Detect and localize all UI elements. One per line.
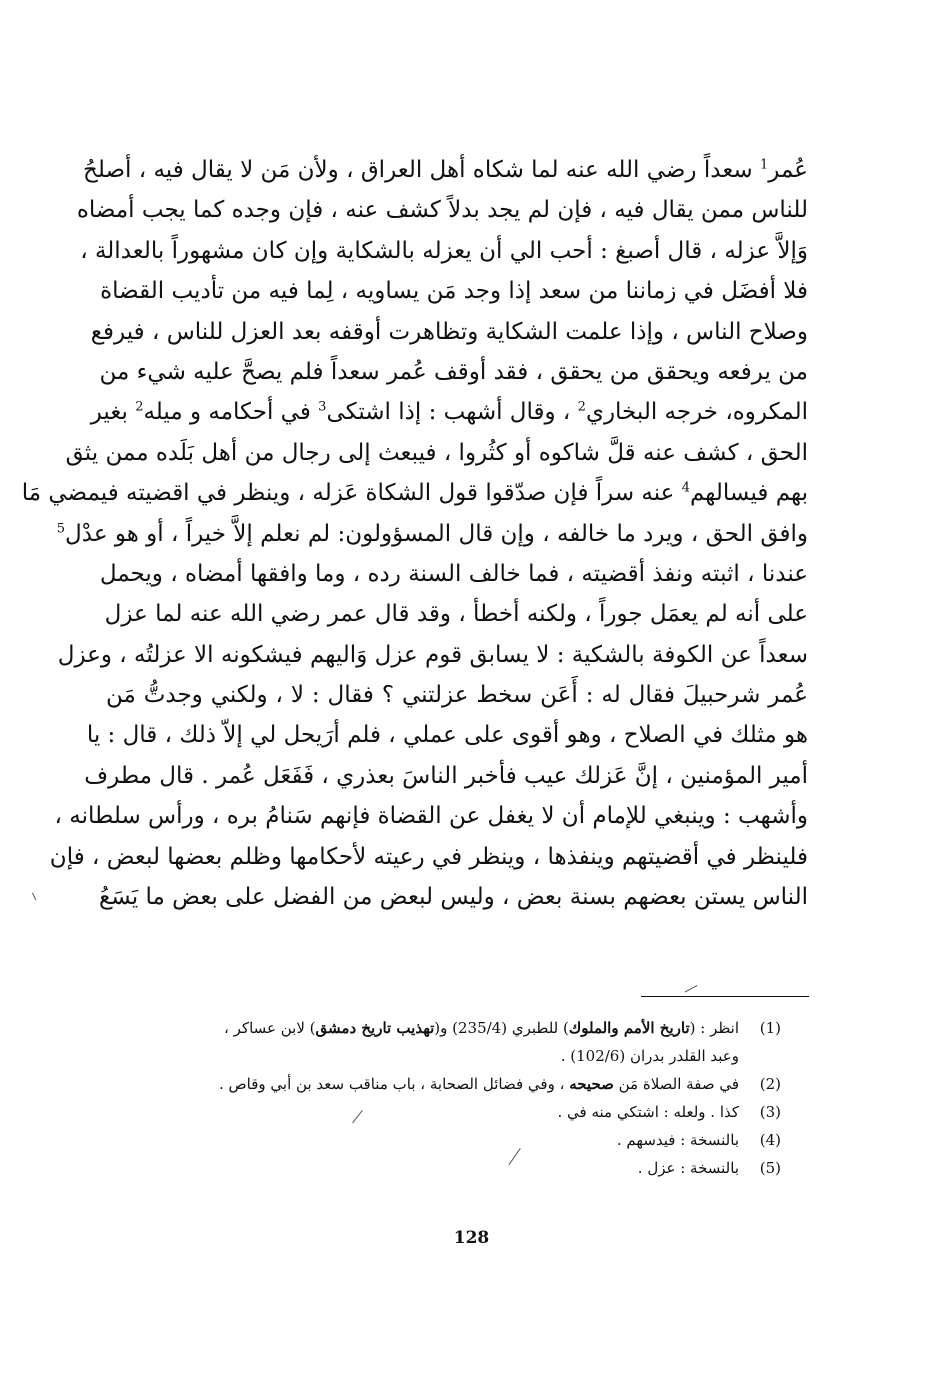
footnote-ref[interactable]: 3 [318, 399, 327, 415]
footnote-text: في صفة الصلاة مَن صحيحه ، وفي فضائل الصحابة ، باب مناقب سعد بن أبي وقاص . [218, 1075, 739, 1093]
footnote-5 [81, 1154, 781, 1182]
text-line: هو مثلك في الصلاح ، وهو أقوى على عملي ، فلم أرَيحل لي إلاّ ذلك ، قال : يا [86, 722, 808, 749]
scan-mark [685, 985, 698, 992]
text-line: فلا أفضَل في زماننا من سعد إذا وجد مَن يساويه ، لِما فيه من تأديب القضاة [100, 278, 808, 305]
text-line: وأشهب : وينبغي للإمام أن لا يغفل عن القضاة فإنهم سَنامُ بره ، ورأس سلطانه ، [54, 803, 808, 830]
text-line: أمير المؤمنين ، إنَّ عَزلك عيب فأخبر الناسَ بعذري ، فَفَعَل عُمر . قال مطرف [84, 762, 808, 789]
text-line: عُمر$^1$ سعداً رضي الله عنه لما شكاه أهل العراق ، ولأن مَن لا يقال فيه ، أصلحُ [83, 157, 808, 183]
footnote-ref[interactable]: 2 [135, 399, 144, 415]
footnote-1 [81, 1014, 781, 1042]
text-line: وافق الحق ، ويرد ما خالفه ، وإن قال المسؤولون: لم نعلم إلاَّ خيراً ، أو هو عدْل$^5$ [56, 520, 808, 547]
footnote-ref[interactable]: 4 [681, 480, 690, 496]
footnote-text: وعبد القلدر بدران (102/6) . [560, 1047, 739, 1065]
footnote-text: بالنسخة : عزل . [637, 1159, 739, 1177]
footnote-number: (3) [759, 1103, 781, 1121]
text-line: وَإلاَّ عزله ، قال أصبغ : أحب الي أن يعزله بالشكاية وإن كان مشهوراً بالعدالة ، [80, 237, 808, 264]
text-line: المكروه، خرجه البخاري$^2$ ، وقال أشهب : إذا اشتكى$^3$ في أحكامه و ميله$^2$ بغير [90, 399, 808, 426]
footnote-number: (5) [759, 1159, 781, 1177]
footnote-1-continued [81, 1042, 781, 1070]
text-line: عُمر شرحبيلَ فقال له : أَعَن سخط عزلتني ؟ فقال : لا ، ولكني وجدتُّ مَن [106, 682, 808, 709]
footnote-ref[interactable]: 1 [760, 157, 769, 173]
text-line: فلينظر في أقضيتهم وينفذها ، وينظر في رعيته لأحكامها وظلم بعضها لبعض ، فإن [49, 843, 808, 870]
text-line: بهم فيسالهم$^4$ عنه سراً فإن صدّقوا قول الشكاة عَزله ، وينظر في اقضيته فيمضي مَا [21, 480, 808, 507]
footnote-text: كذا . ولعله : اشتكي منه في . [557, 1103, 739, 1121]
footnote-number: (2) [759, 1075, 781, 1093]
footnote-ref[interactable]: 2 [577, 399, 586, 415]
scan-mark [32, 893, 36, 901]
text-line: سعداً عن الكوفة بالشكية : لا يسابق قوم عزل وَاليهم فيشكونه الا عزلتُه ، وعزل [57, 641, 808, 668]
footnote-number: (1) [759, 1019, 781, 1037]
footnote-4 [81, 1126, 781, 1154]
text-line: عندنا ، اثبته ونفذ أقضيته ، فما خالف السنة رده ، وما وافقها أمضاه ، ويحمل [99, 560, 808, 587]
text-line: الناس يستن بعضهم بسنة بعض ، وليس لبعض من الفضل على بعض ما يَسَعُ [99, 884, 808, 911]
main-text [21, 150, 808, 917]
footnote-text: بالنسخة : فيدسهم . [616, 1131, 739, 1149]
footnotes [81, 1014, 781, 1182]
text-line: على أنه لم يعمَل جوراً ، ولكنه أخطأ ، وقد قال عمر رضي الله عنه لما عزل [104, 601, 808, 628]
footnote-number: (4) [759, 1131, 781, 1149]
footnote-3 [81, 1098, 781, 1126]
text-line: الحق ، كشف عنه قلَّ شاكوه أو كثُروا ، فيبعث إلى رجال من أهل بَلَده ممن يثق [65, 439, 808, 466]
text-line: من يرفعه ويحقق من يحقق ، فقد أوقف عُمر سعداً فلم يصحَّ عليه شيء من [99, 358, 808, 385]
footnote-text: انظر : (تاريخ الأمم والملوك) للطبري (235/4) و(تهذيب تاريخ دمشق) لابن عساكر ، [224, 1019, 739, 1037]
text-line: للناس ممن يقال فيه ، فإن لم يجد بدلاً كشف عنه ، فإن وجده كما يجب أمضاه [76, 197, 808, 224]
footnote-ref[interactable]: 5 [56, 520, 66, 536]
footnote-2 [81, 1070, 781, 1098]
footnote-separator [641, 996, 809, 997]
text-line: وصلاح الناس ، وإذا علمت الشكاية وتظاهرت أوقفه بعد العزل للناس ، فيرفع [90, 318, 808, 345]
page-number: 128 [453, 1228, 490, 1248]
